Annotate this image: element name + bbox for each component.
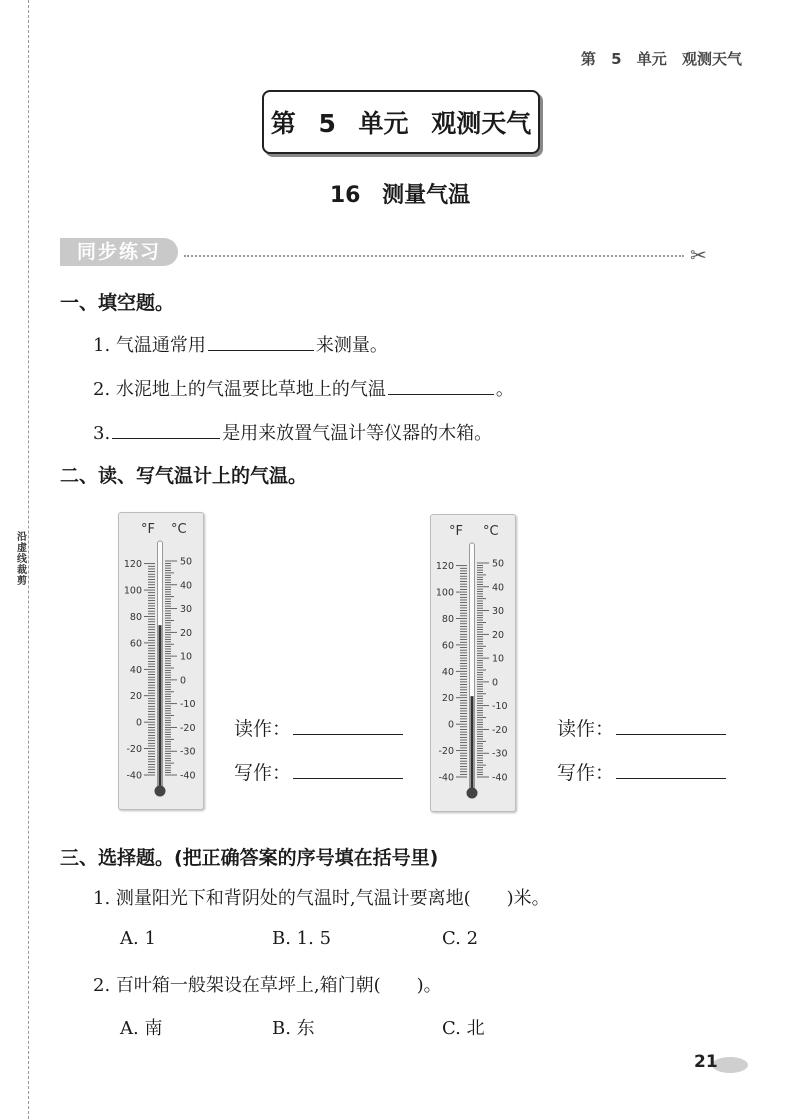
write-label: 写作： [234,762,292,784]
c-tick-label: -10 [492,701,508,713]
page-number: 21 [694,1052,718,1072]
f-tick-label: 20 [129,691,142,703]
write-answer-blank[interactable] [293,760,403,779]
c-tick-label: 20 [180,627,193,639]
f-tick-label: 60 [129,638,142,650]
question-3-1: 1. 测量阳光下和背阴处的气温时,气温计要离地( )米。 [93,888,550,909]
answer-blank[interactable] [208,332,314,351]
f-tick-label: 80 [441,613,454,625]
write-answer-blank[interactable] [616,760,726,779]
c-tick-label: -30 [492,748,508,760]
f-tick-label: 80 [129,611,142,623]
question-3-2: 2. 百叶箱一般架设在草坪上,箱门朝( )。 [93,975,442,996]
page-number-badge [692,1045,752,1075]
c-tick-label: 50 [492,558,505,570]
f-tick-label: 40 [441,666,454,678]
unit-f-label: °F [449,524,463,539]
page-number-graphic [692,1045,752,1075]
mercury-column [471,696,474,791]
question-1-3 [93,419,492,445]
f-tick-label: 20 [441,693,454,705]
f-tick-label: 60 [441,640,454,652]
f-tick-label: 0 [135,717,142,729]
c-tick-label: 40 [180,580,193,592]
read-row-1 [234,714,405,741]
read-label: 读作： [234,718,292,740]
f-tick-label: 120 [435,561,454,573]
cut-instruction: 沿虚线裁剪 [17,532,27,587]
c-tick-label: 30 [180,604,193,616]
practice-tag: 同步练习 [60,238,178,266]
option-a[interactable]: A. 1 [120,928,156,949]
read-answer-blank[interactable] [616,716,726,735]
unit-c-label: °C [171,522,187,537]
c-tick-label: 0 [492,677,499,689]
section-3-title: 三、选择题。(把正确答案的序号填在括号里) [60,847,439,869]
q1-2-prefix: 2. 水泥地上的气温要比草地上的气温 [93,379,386,400]
c-tick-label: 40 [492,582,505,594]
c-tick-label: 50 [180,556,193,568]
c-tick-label: 10 [180,651,193,663]
scissors-icon: ✂ [690,243,707,267]
practice-divider [184,255,684,257]
thermometer-2 [430,514,516,812]
unit-title: 第 5 单元 观测天气 [262,90,540,154]
option-b[interactable]: B. 1. 5 [272,928,332,949]
unit-f-label: °F [141,522,155,537]
c-tick-label: 30 [492,606,505,618]
write-row-2 [557,758,728,785]
c-tick-label: -30 [180,746,196,758]
f-tick-label: 40 [129,664,142,676]
f-tick-label: -40 [126,770,142,782]
unit-c-label: °C [483,524,499,539]
q1-1-suffix: 来测量。 [315,335,388,356]
c-tick-label: -10 [180,699,196,711]
option-c[interactable]: C. 北 [442,1018,485,1039]
f-tick-label: 100 [123,585,142,597]
read-answer-blank[interactable] [293,716,403,735]
thermometer-bulb [467,788,478,799]
c-tick-label: 0 [180,675,187,687]
c-tick-label: -20 [180,722,196,734]
question-1-1 [93,331,388,357]
c-tick-label: -40 [180,770,196,782]
answer-blank[interactable] [112,420,220,439]
section-2-title: 二、读、写气温计上的气温。 [60,465,308,487]
f-tick-label: 0 [447,719,454,731]
read-label: 读作： [557,718,615,740]
mercury-column [159,625,162,789]
lesson-title: 16 测量气温 [329,183,471,208]
running-header: 第 5 单元 观测天气 [580,50,742,68]
f-tick-label: -40 [438,772,454,784]
option-c[interactable]: C. 2 [442,928,479,949]
c-tick-label: 10 [492,653,505,665]
write-label: 写作： [557,762,615,784]
read-row-2 [557,714,728,741]
answer-blank[interactable] [388,376,494,395]
c-tick-label: -20 [492,724,508,736]
c-tick-label: -40 [492,772,508,784]
f-tick-label: 120 [123,559,142,571]
f-tick-label: 100 [435,587,454,599]
q1-2-suffix: 。 [495,379,514,400]
f-tick-label: -20 [126,744,142,756]
option-a[interactable]: A. 南 [120,1018,163,1039]
write-row-1 [234,758,405,785]
thermometer-1 [118,512,204,810]
q1-3-prefix: 3. [93,423,111,444]
option-b[interactable]: B. 东 [272,1018,315,1039]
f-tick-label: -20 [438,746,454,758]
section-1-title: 一、填空题。 [60,292,175,314]
thermometer-1-scale [119,513,203,809]
q1-1-prefix: 1. 气温通常用 [93,335,206,356]
q1-3-suffix: 是用来放置气温计等仪器的木箱。 [222,423,493,444]
c-tick-label: 20 [492,629,505,641]
thermometer-2-scale [431,515,515,811]
question-1-2 [93,375,514,401]
thermometer-bulb [155,786,166,797]
